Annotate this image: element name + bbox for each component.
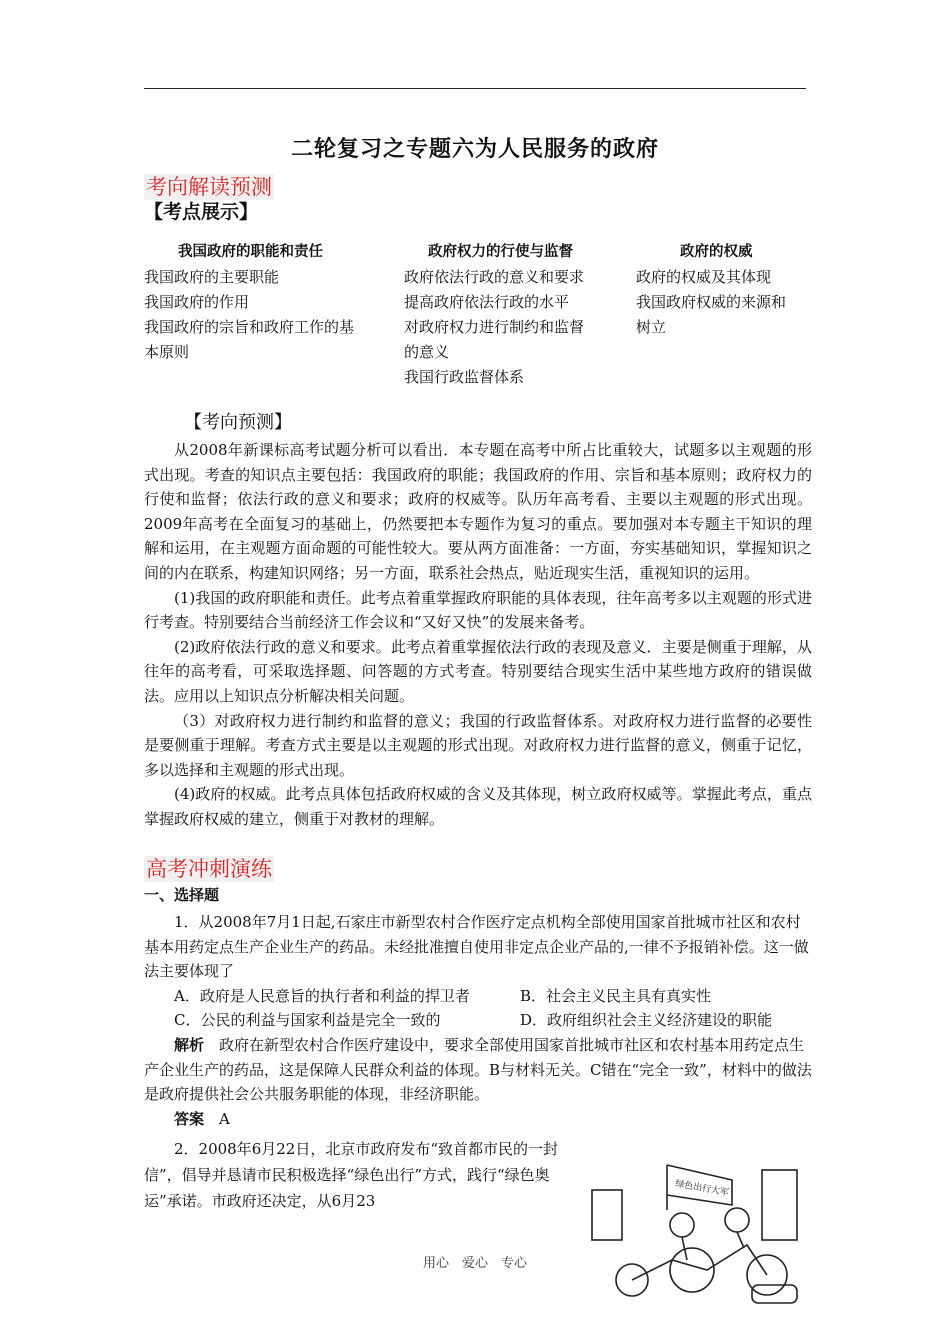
column-line: 提高政府依法行政的水平 (404, 293, 570, 311)
question-1 (144, 910, 812, 1131)
column-header: 政府的权威 (680, 244, 753, 260)
subheading-multiple-choice: 一、选择题 (144, 886, 220, 904)
option-a: A．政府是人民意旨的执行者和利益的捍卫者 (174, 986, 470, 1005)
cartoon-banner-text: 绿色出行大军 (674, 1179, 730, 1199)
paragraph: （3）对政府权力进行制约和监督的意义；我国的行政监督体系。对政府权力进行监督的必要性是要侧重于理解。考查方式主要是以主观题的形式出现。对政府权力进行监督的意义，侧重于记忆，多以选择和主观题的形式出现。 (144, 711, 812, 779)
column-line: 我国政府权威的来源和 (636, 293, 787, 311)
column-line: 我国行政监督体系 (404, 368, 525, 386)
column-line: 我国政府的作用 (144, 293, 250, 311)
column-header: 我国政府的职能和责任 (178, 244, 323, 260)
question-stem: 2．2008年6月22日，北京市政府发布“致首都市民的一封信”，倡导并恳请市民积极选择“绿色出行”方式，践行“绿色奥运”承诺。市政府还决定，从6月23 (144, 1140, 559, 1210)
paragraph: (4)政府的权威。此考点具体包括政府权威的含义及其体现，树立政府权威等。掌握此考点，重点掌握政府权威的建立，侧重于对教材的理解。 (144, 785, 812, 828)
option-b: B．社会主义民主具有真实性 (520, 986, 712, 1005)
column-line: 我国政府的主要职能 (144, 268, 280, 286)
paragraph: (1)我国的政府职能和责任。此考点着重掌握政府职能的具体表现，往年高考多以主观题的形式进行考查。特别要结合当前经济工作会议和“又好又快”的发展来备考。 (144, 588, 812, 632)
footer-motto: 用心 爱心 专心 (422, 1256, 527, 1271)
option-c: C．公民的利益与国家利益是完全一致的 (174, 1011, 441, 1030)
section-heading-practice: 高考冲刺演练 (146, 857, 272, 881)
column-line: 树立 (636, 318, 667, 336)
column-line: 的意义 (404, 343, 450, 361)
analysis (144, 1033, 812, 1107)
key-points-column-authority (636, 240, 816, 340)
key-points-column-power (404, 240, 626, 390)
green-travel-cartoon (572, 1150, 812, 1320)
document-title: 二轮复习之专题六为人民服务的政府 (290, 136, 659, 162)
column-line: 对政府权力进行制约和监督 (404, 318, 585, 336)
question-2 (144, 1136, 564, 1214)
answer-text: A (219, 1109, 230, 1128)
column-line: 我国政府的宗旨和政府工作的基 (144, 318, 355, 336)
header-rule (144, 88, 806, 89)
analysis-text: 政府在新型农村合作医疗建设中，要求全部使用国家首批城市社区和农村基本用药定点生产企业生产的药品，这是保障人民群众利益的体现。B与材料无关。C错在“完全一致”，材料中的做法是政府提供社会公共服务职能的体现，非经济职能。 (144, 1035, 812, 1104)
option-d: D．政府组织社会主义经济建设的职能 (520, 1011, 773, 1030)
key-points-column-functions (144, 240, 392, 365)
paragraph: 从2008年新课标高考试题分析可以看出．本专题在高考中所占比重较大，试题多以主观题的形式出现。考查的知识点主要包括：我国政府的职能；我国政府的作用、宗旨和基本原则；政府权力的行使和监督；依法行政的意义和要求；政府的权威等。队历年高考看、主要以主观题的形式出现。2009年高考在全面复习的基础上，仍然要把本专题作为复习的重点。要加强对本专题主干知识的理解和运用，在主观题方面命题的可能性较大。要从两方面准备：一方面，夯实基础知识，掌握知识之间的内在联系，构建知识网络；另一方面，联系社会热点，贴近现实生活，重视知识的运用。 (144, 441, 812, 582)
options-row (144, 1008, 812, 1033)
answer-label: 答案 (174, 1109, 205, 1128)
section-heading-forecast: 考向解读预测 (146, 175, 272, 199)
column-line: 政府依法行政的意义和要求 (404, 268, 585, 286)
forecast-body (144, 438, 812, 832)
subheading-key-points: 【考点展示】 (144, 201, 259, 223)
options-row (144, 984, 812, 1009)
subheading-forecast: 【考向预测】 (184, 412, 292, 433)
analysis-label: 解析 (174, 1035, 205, 1054)
paragraph: (2)政府依法行政的意义和要求。此考点着重掌握依法行政的表现及意义．主要是侧重于理解，从往年的高考看，可采取选择题、问答题的方式考查。特别要结合现实生活中某些地方政府的错误做法。应用以上知识点分析解决相关问题。 (144, 637, 812, 705)
answer (144, 1107, 812, 1132)
column-header: 政府权力的行使与监督 (428, 244, 573, 260)
column-line: 本原则 (144, 343, 190, 361)
question-stem: 1．从2008年7月1日起,石家庄市新型农村合作医疗定点机构全部使用国家首批城市社区和农村基本用药定点生产企业生产的药品。未经批准擅自使用非定点企业产品的,一律不予报销补偿。这一做法主要体现了 (144, 913, 809, 981)
column-line: 政府的权威及其体现 (636, 268, 772, 286)
